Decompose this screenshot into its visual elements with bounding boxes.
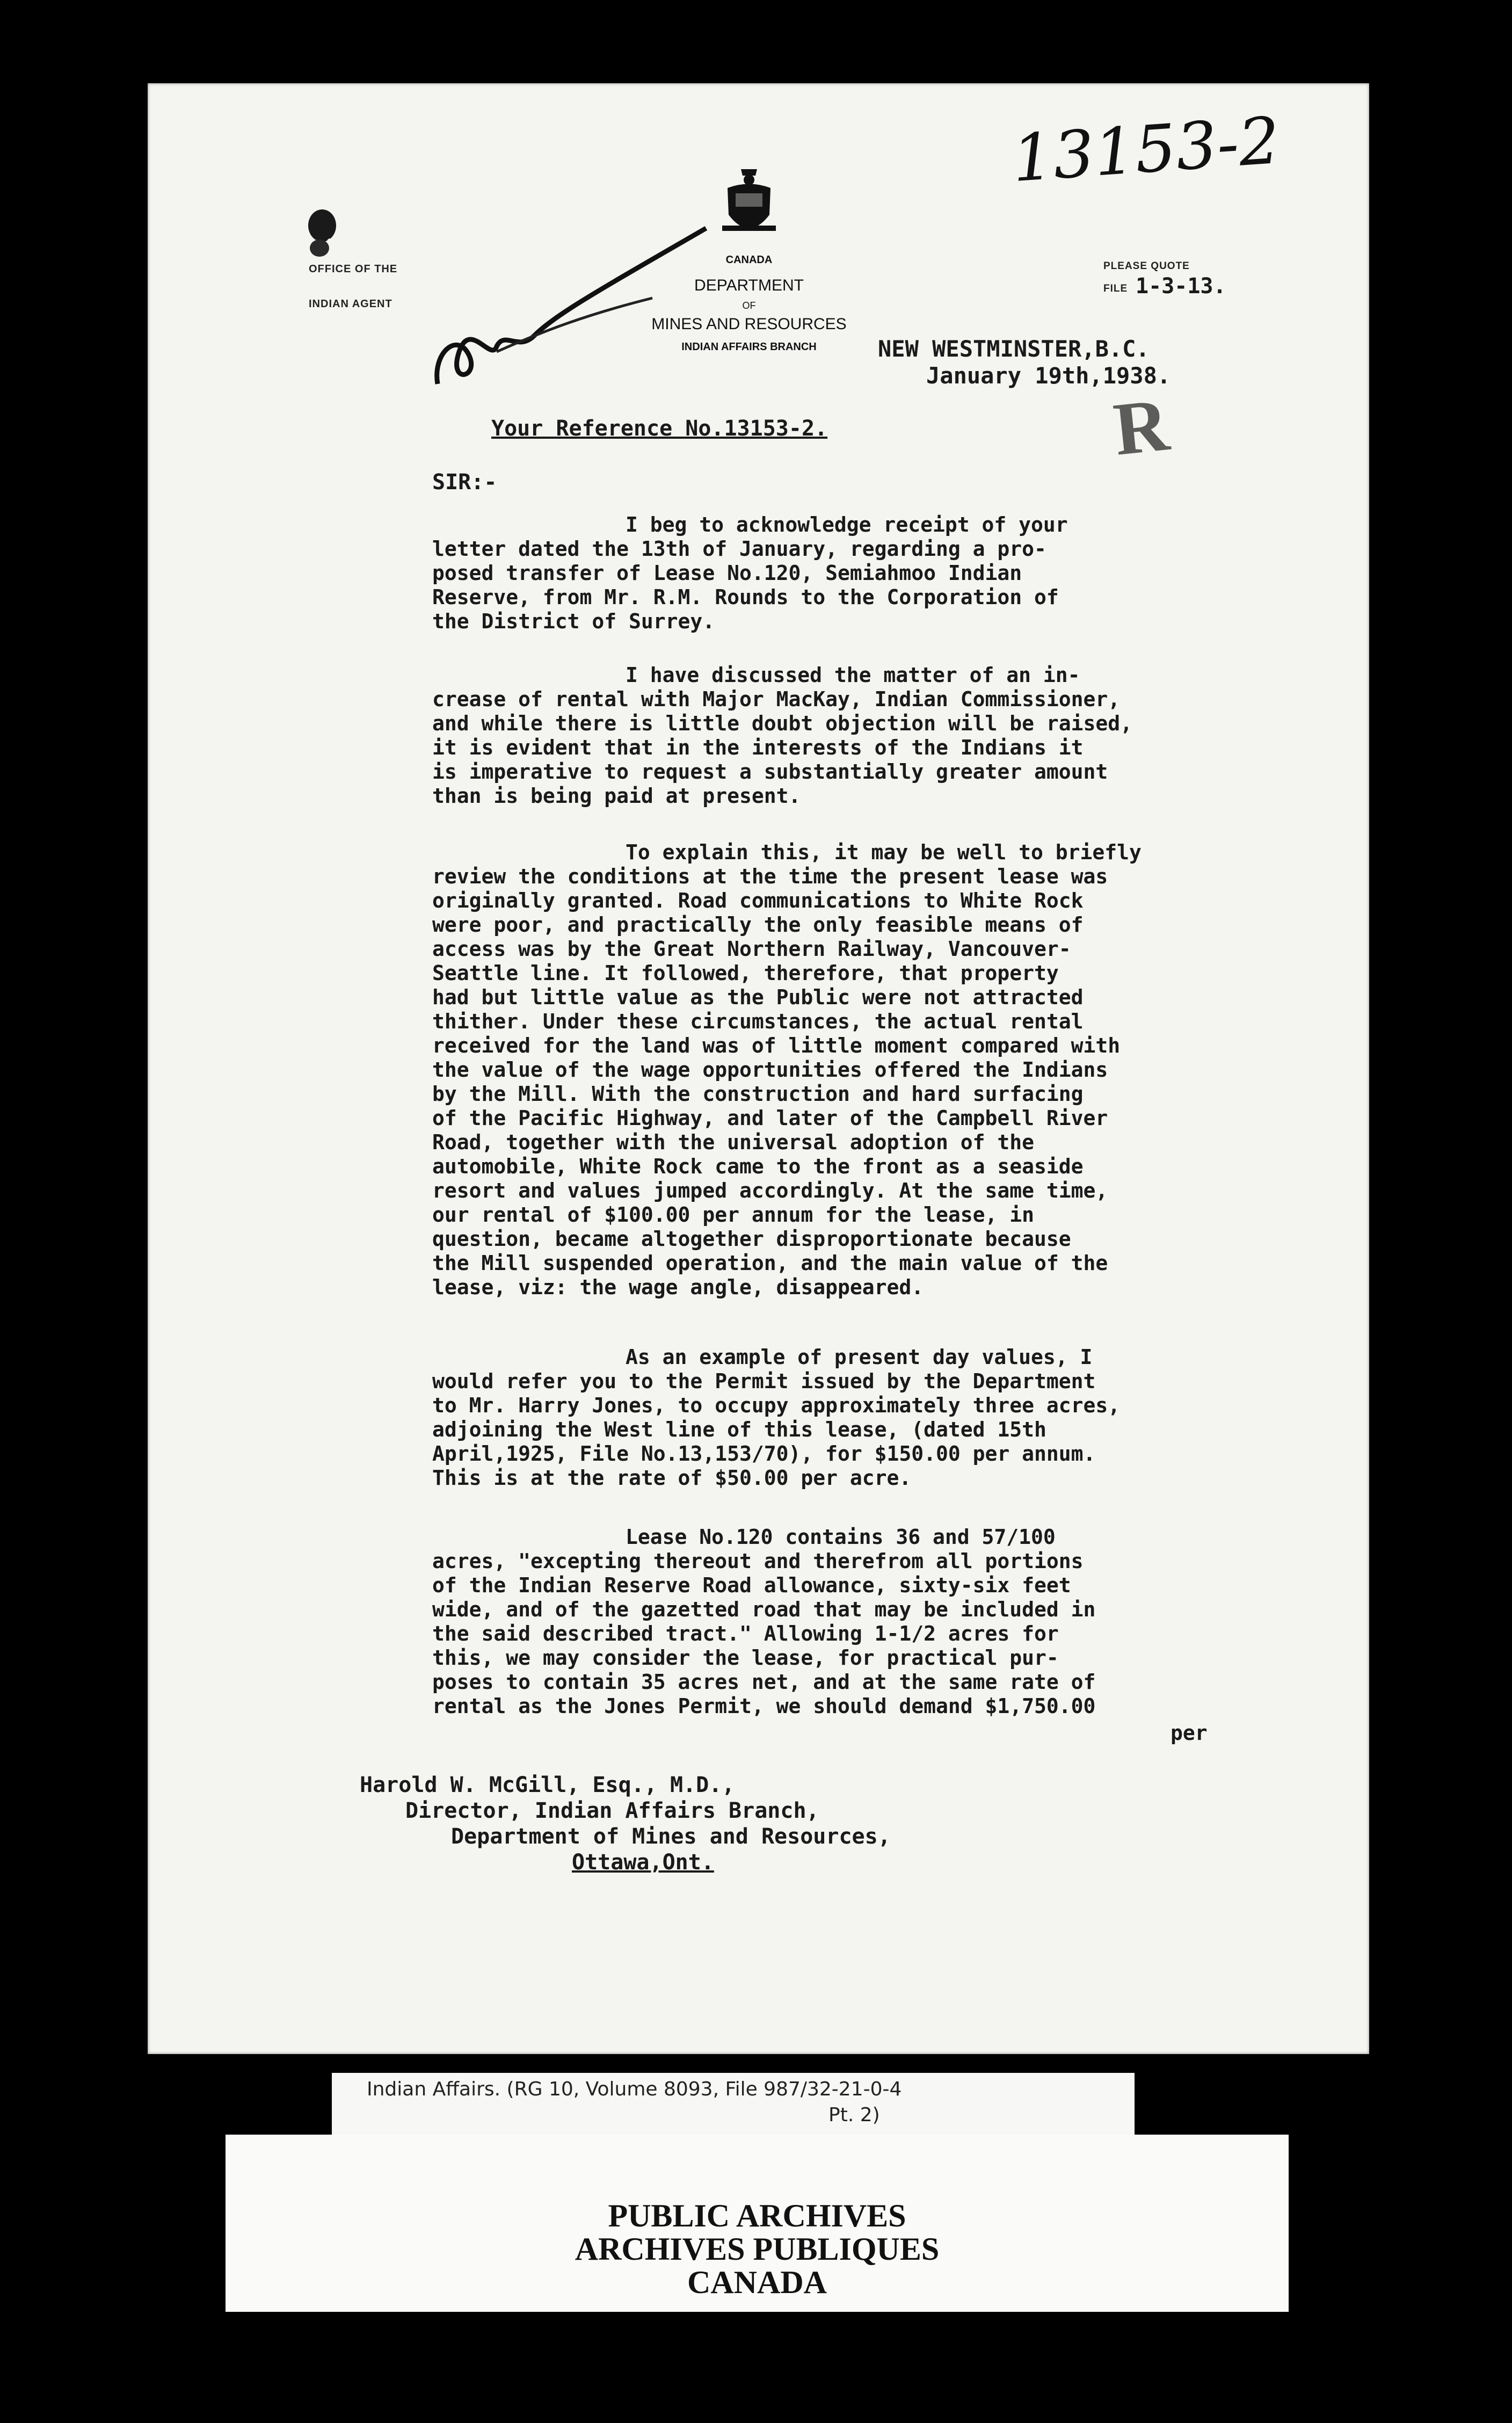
quoted-file-number: 1-3-13. (1136, 274, 1226, 299)
letterhead-of: OF (742, 300, 756, 311)
letterhead-ministry: MINES AND RESOURCES (651, 315, 847, 333)
archive-reference-line2: Pt. 2) (828, 2104, 880, 2126)
file-label: FILE (1103, 283, 1128, 294)
letterhead-department: DEPARTMENT (694, 277, 804, 294)
letterhead-country: CANADA (725, 254, 773, 266)
archive-reference-line1: Indian Affairs. (RG 10, Volume 8093, File 987/32-21-0-4 (367, 2078, 902, 2100)
paragraph-4: As an example of present day values, I would refer you to the Permit issued by the Department to Mr. Harry Jones, to occupy approximately three acres, adjoining the West line of this lease, (dated 15th April,1925, File No.13,153/70), for $150.00 per annum. This is at the rate of $50.00 per acre. (432, 1345, 1121, 1490)
public-archives-stamp (226, 2135, 1289, 2312)
office-label-line2: INDIAN AGENT (309, 298, 392, 310)
archives-stamp-line3: CANADA (687, 2265, 827, 2300)
paragraph-1: I beg to acknowledge receipt of your letter dated the 13th of January, regarding a pro- posed transfer of Lease No.120, Semiahmoo Indian Reserve, from Mr. R.M. Rounds to the Corporation of the District of Surrey. (432, 513, 1068, 633)
agent-seal-icon (303, 204, 341, 265)
handwritten-file-number: 13153-2 (1009, 103, 1282, 197)
reference-line: Your Reference No.13153-2. (491, 416, 828, 441)
archives-stamp-line1: PUBLIC ARCHIVES (608, 2198, 906, 2233)
letterhead-branch: INDIAN AFFAIRS BRANCH (681, 341, 817, 353)
paragraph-3: To explain this, it may be well to briefly review the conditions at the time the present lease was originally granted. Road communications to White Rock were poor, and practically the only feasible means of access was by the Great Northern Railway, Vancouver- Seattle line. It followed, therefore, that property had but little value as the Public were not attracted thither. Under these circumstances, the actual rental received for the land was of little moment compared with the value of the wage opportunities offered the Indians by the Mill. With the construction and hard surfacing of the Pacific Highway, and later of the Campbell River Road, together with the universal adoption of the automobile, White Rock came to the front as a seaside resort and values jumped accordingly. At the same time, our rental of $100.00 per annum for the lease, in question, became altogether disproportionate because the Mill suspended operation, and the main value of the lease, viz: the wage angle, disappeared. (432, 840, 1142, 1299)
letter-place: NEW WESTMINSTER,B.C. (878, 336, 1150, 362)
archives-stamp-line2: ARCHIVES PUBLIQUES (575, 2231, 940, 2267)
salutation: SIR:- (432, 470, 497, 495)
office-label-line1: OFFICE OF THE (309, 263, 398, 275)
letter-date: January 19th,1938. (926, 362, 1171, 389)
addressee-line2: Director, Indian Affairs Branch, (405, 1798, 819, 1823)
addressee-line1: Harold W. McGill, Esq., M.D., (360, 1773, 735, 1797)
received-stamp-mark: R (1110, 383, 1173, 471)
handwritten-initials-scrawl (427, 223, 728, 402)
please-quote-label: PLEASE QUOTE (1103, 260, 1190, 272)
addressee-line3: Department of Mines and Resources, (451, 1824, 891, 1849)
paragraph-5: Lease No.120 contains 36 and 57/100 acres, "excepting thereout and therefrom all portions of the Indian Reserve Road allowance, sixty-six feet wide, and of the gazetted road that may be included in the said described tract." Allowing 1-1/2 acres for this, we may consider the lease, for practical pur- poses to contain 35 acres net, and at the same rate of rental as the Jones Permit, we should demand $1,750.00 (432, 1525, 1096, 1718)
letter-page (148, 83, 1369, 2054)
paragraph-2: I have discussed the matter of an in- crease of rental with Major MacKay, Indian Commissioner, and while there is little doubt objection will be raised, it is evident that in the interests of the Indians it is imperative to request a substantially greater amount than is being paid at present. (432, 663, 1133, 808)
addressee-line4: Ottawa,Ont. (572, 1850, 714, 1875)
continuation-word: per (1171, 1721, 1208, 1745)
